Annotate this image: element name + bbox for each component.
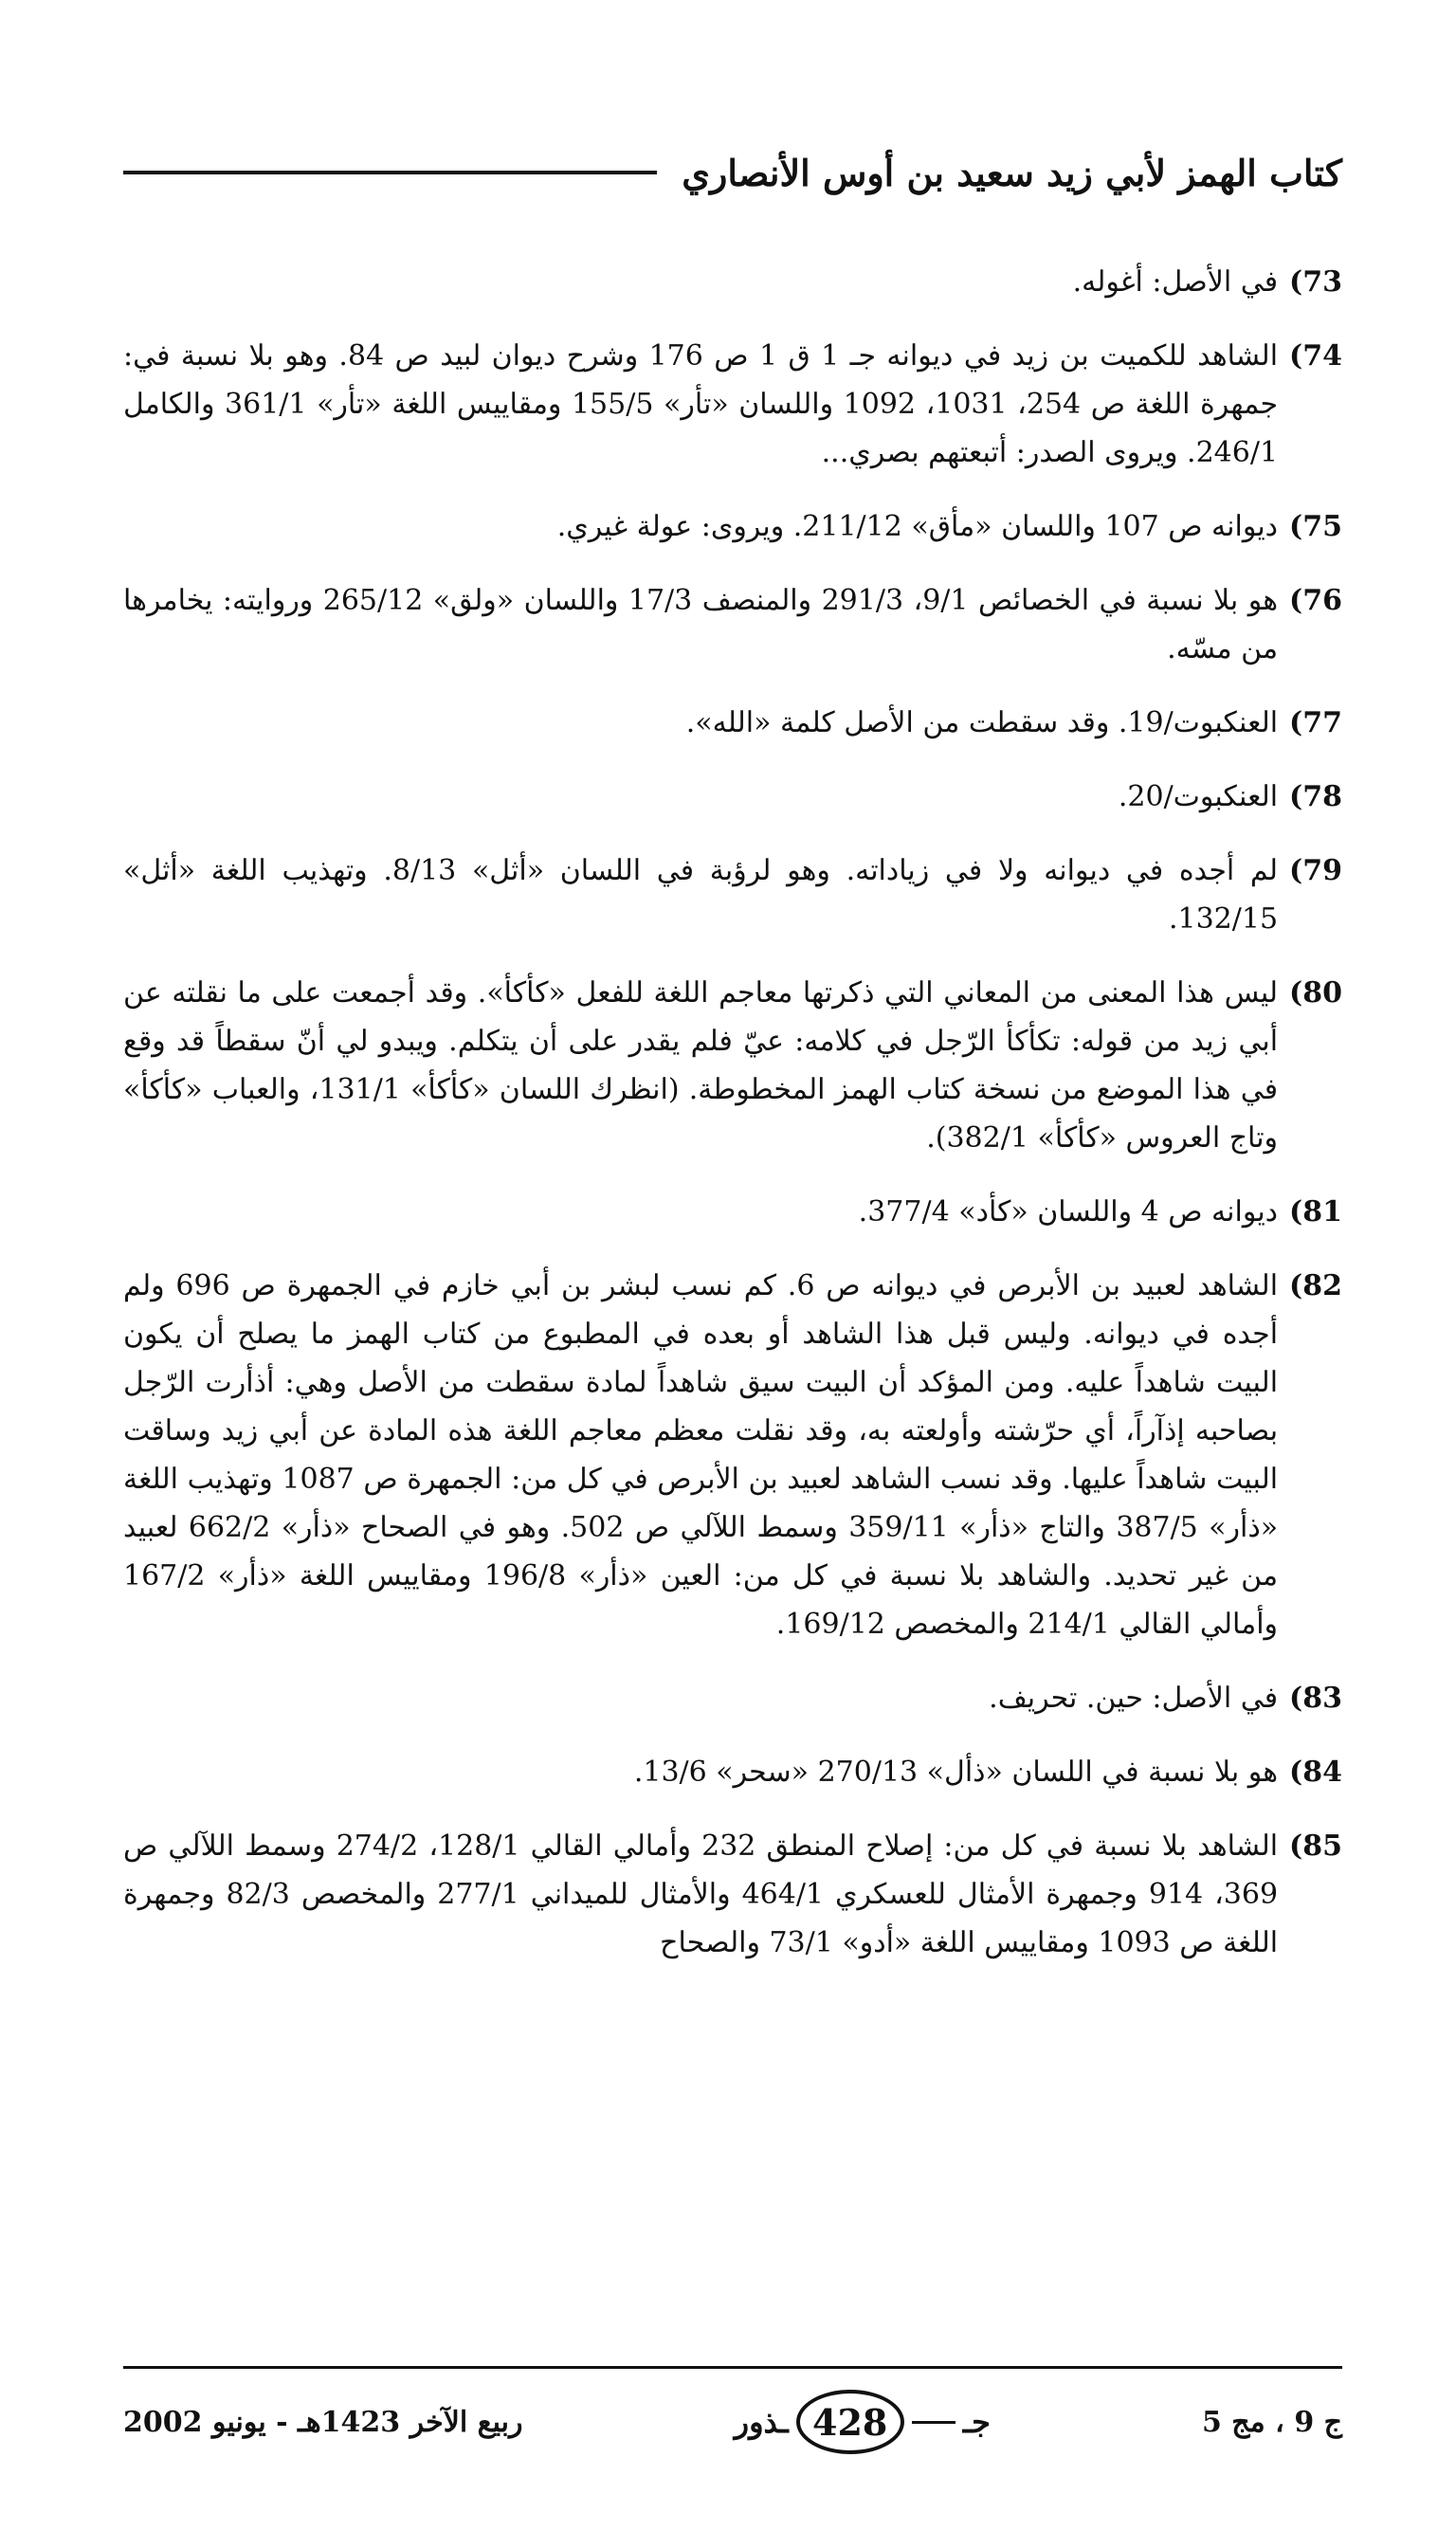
footer-rule: [123, 2366, 1342, 2369]
issue-label: ج 9 ، مج 5: [1201, 2405, 1342, 2439]
footnote-number: 74): [1289, 339, 1342, 373]
footnote-text: العنكبوت/19. وقد سقطت من الأصل كلمة «الله».: [685, 706, 1279, 739]
footnote: [123, 1674, 1342, 1722]
page-footer: [123, 2389, 1342, 2455]
footnote: [123, 699, 1342, 747]
footnote: [123, 1188, 1342, 1236]
book-title: كتاب الهمز لأبي زيد سعيد بن أوس الأنصاري: [682, 151, 1342, 194]
footnote: [123, 1748, 1342, 1796]
footnote-text: لم أجده في ديوانه ولا في زياداته. وهو لرؤبة في اللسان «أثل» 8/13. وتهذيب اللغة «أثل» 132/15.: [123, 854, 1279, 936]
footnote: [123, 576, 1342, 673]
footnote-number: 77): [1289, 706, 1342, 739]
page-header: [123, 142, 1342, 203]
header-rule: [123, 171, 657, 174]
footnote-number: 83): [1289, 1682, 1342, 1715]
footnote-number: 76): [1289, 584, 1342, 617]
page-number: 428: [796, 2390, 904, 2454]
footnote-text: ديوانه ص 107 واللسان «مأق» 211/12. ويروى: عولة غيري.: [556, 510, 1279, 543]
footnote-text: هو بلا نسبة في الخصائص 9/1، 291/3 والمنصف 17/3 واللسان «ولق» 265/12 وروايته: يخامرها من مسّه.: [123, 584, 1279, 665]
footnote: [123, 773, 1342, 821]
footnote-number: 81): [1289, 1195, 1342, 1228]
footnote-number: 80): [1289, 976, 1342, 1010]
jeem-letter: جـ: [962, 2404, 991, 2440]
footnote-number: 73): [1289, 265, 1342, 299]
footnote-text: هو بلا نسبة في اللسان «ذأل» 270/13 «سحر» 13/6.: [633, 1756, 1279, 1789]
journal-name: ـذور: [734, 2404, 789, 2440]
footnote: [123, 1822, 1342, 1967]
footnote-number: 85): [1289, 1829, 1342, 1863]
footnote-number: 78): [1289, 780, 1342, 813]
footnote: [123, 258, 1342, 306]
footnotes-list: [123, 258, 1342, 1967]
footnote-text: الشاهد بلا نسبة في كل من: إصلاح المنطق 232 وأمالي القالي 128/1، 274/2 وسمط اللآلي ص 369، 914 وجمهرة الأمثال للعسكري 464/1 والأمثال للميداني 277/1 والمخصص 82/3 وجمهرة اللغة ص 1093 ومقاييس اللغة «أدو» 73/1 والصحاح: [123, 1829, 1279, 1959]
footnote-text: ديوانه ص 4 واللسان «كأد» 377/4.: [858, 1195, 1279, 1228]
footnote: [123, 846, 1342, 943]
footnote-text: في الأصل: حين. تحريف.: [989, 1682, 1279, 1715]
footnote-number: 79): [1289, 854, 1342, 887]
footnote-text: الشاهد لعبيد بن الأبرص في ديوانه ص 6. كم نسب لبشر بن أبي خازم في الجمهرة ص 696 ولم أجده في ديوانه. وليس قبل هذا الشاهد أو بعده في المطبوع من كتاب الهمز ما يصلح أن يكون البيت شاهداً عليه. ومن المؤكد أن البيت سيق شاهداً لمادة سقطت من الأصل وهي: أذأرت الرّجل بصاحبه إذآراً، أي حرّشته وأولعته به، وقد نقلت معظم معاجم اللغة هذه المادة عن أبي زيد وساقت البيت شاهداً عليها. وقد نسب الشاهد لعبيد بن الأبرص في كل من: الجمهرة ص 1087 وتهذيب اللغة «ذأر» 387/5 والتاج «ذأر» 359/11 وسمط اللآلي ص 502. وهو في الصحاح «ذأر» 662/2 لعبيد من غير تحديد. والشاهد بلا نسبة في كل من: العين «ذأر» 196/8 ومقاييس اللغة «ذأر» 167/2 وأمالي القالي 214/1 والمخصص 169/12.: [123, 1269, 1279, 1641]
footnote-text: ليس هذا المعنى من المعاني التي ذكرتها معاجم اللغة للفعل «كأكأ». وقد أجمعت على ما نقلته عن أبي زيد من قوله: تكأكأ الرّجل في كلامه: عيّ فلم يقدر على أن يتكلم. ويبدو لي أنّ سقطاً قد وقع في هذا الموضع من نسخة كتاب الهمز المخطوطة. (انظرك اللسان «كأكأ» 131/1، والعباب «كأكأ» وتاج العروس «كأكأ» 382/1).: [123, 976, 1279, 1155]
footnote-number: 84): [1289, 1756, 1342, 1789]
footnote-text: العنكبوت/20.: [1118, 780, 1279, 813]
footnote-number: 75): [1289, 510, 1342, 543]
footnote: [123, 1262, 1342, 1648]
journal-mark: [735, 2390, 991, 2454]
footnote-text: الشاهد للكميت بن زيد في ديوانه جـ 1 ق 1 ص 176 وشرح ديوان لبيد ص 84. وهو بلا نسبة في: جمهرة اللغة ص 254، 1031، 1092 واللسان «تأر» 155/5 ومقاييس اللغة «تأر» 361/1 والكامل 246/1. ويروى الصدر: أتبعتهم بصري...: [123, 339, 1279, 469]
dash-line: [912, 2421, 956, 2424]
footnote: [123, 332, 1342, 477]
footnote-text: في الأصل: أغوله.: [1072, 265, 1279, 299]
footnote: [123, 502, 1342, 551]
issue-date: ربيع الآخر 1423هـ - يونيو 2002: [123, 2405, 523, 2439]
footnote: [123, 969, 1342, 1162]
footnote-number: 82): [1289, 1269, 1342, 1302]
